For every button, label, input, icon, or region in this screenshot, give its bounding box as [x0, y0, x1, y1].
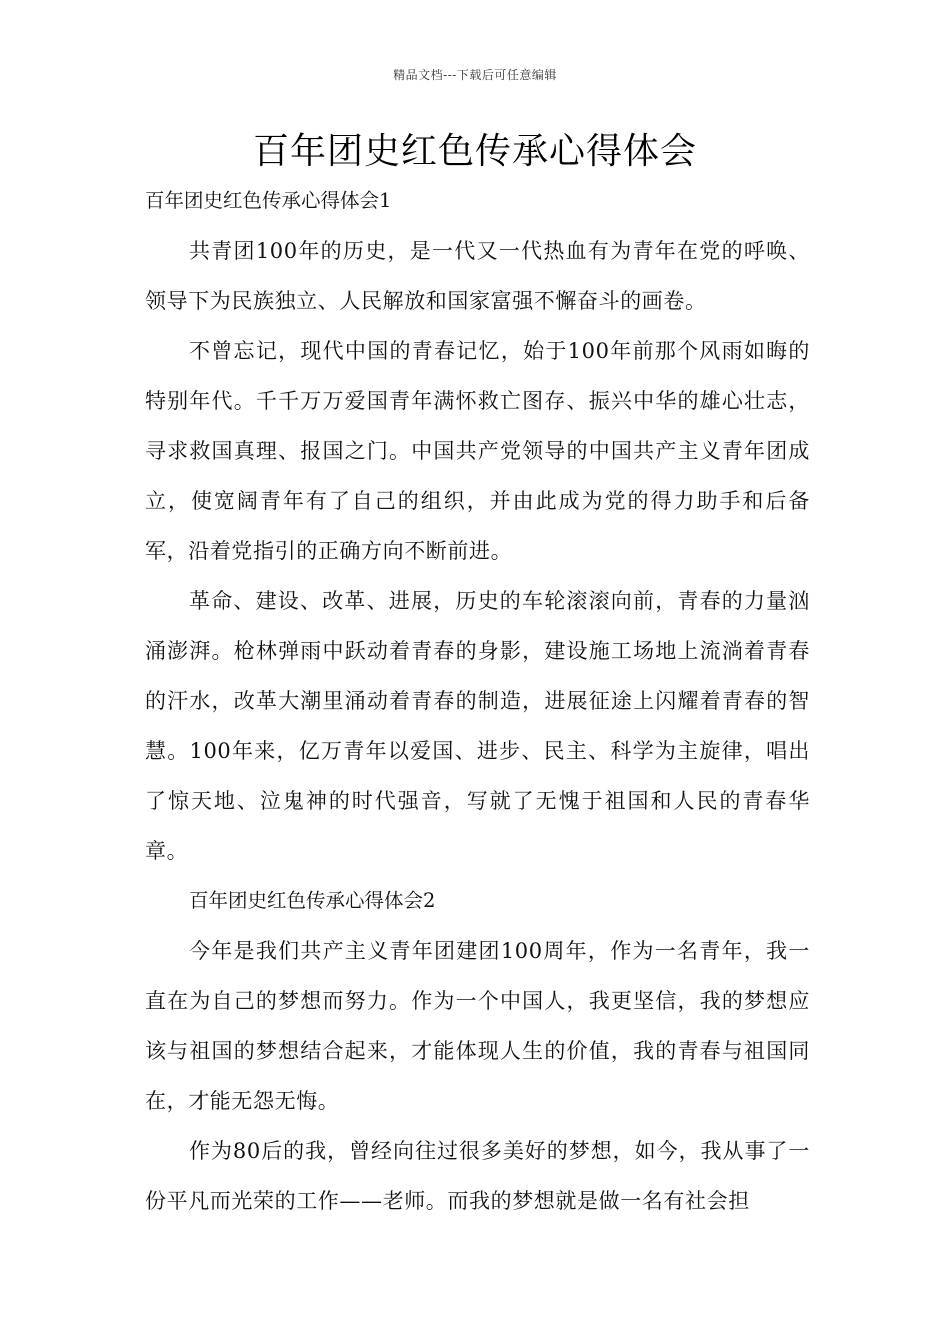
document-title: 百年团史红色传承心得体会	[252, 131, 697, 172]
header-note: 精品文档---下载后可任意编辑	[393, 68, 557, 82]
paragraph: 今年是我们共产主义青年团建团100周年，作为一名青年，我一直在为自己的梦想而努力。作为一个中国人，我更坚信，我的梦想应该与祖国的梦想结合起来，才能体现人生的价值，我的青春与祖国同在，才能无怨无悔。	[145, 939, 810, 1113]
document-body	[145, 176, 810, 1226]
section-heading-2: 百年团史红色传承心得体会2	[189, 889, 436, 912]
paragraph: 作为80后的我，曾经向往过很多美好的梦想，如今，我从事了一份平凡而光荣的工作——老师。而我的梦想就是做一名有社会担	[145, 1139, 810, 1213]
section-heading-1: 百年团史红色传承心得体会1	[145, 189, 392, 212]
paragraph: 共青团100年的历史，是一代又一代热血有为青年在党的呼唤、领导下为民族独立、人民解放和国家富强不懈奋斗的画卷。	[145, 239, 810, 313]
paragraph: 革命、建设、改革、进展，历史的车轮滚滚向前，青春的力量汹涌澎湃。枪林弹雨中跃动着青春的身影，建设施工场地上流淌着青春的汗水，改革大潮里涌动着青春的制造，进展征途上闪耀着青春的智慧。100年来，亿万青年以爱国、进步、民主、科学为主旋律，唱出了惊天地、泣鬼神的时代强音，写就了无愧于祖国和人民的青春华章。	[145, 589, 810, 863]
paragraph: 不曾忘记，现代中国的青春记忆，始于100年前那个风雨如晦的特别年代。千千万万爱国青年满怀救亡图存、振兴中华的雄心壮志，寻求救国真理、报国之门。中国共产党领导的中国共产主义青年团成立，使宽阔青年有了自己的组织，并由此成为党的得力助手和后备军，沿着党指引的正确方向不断前进。	[145, 339, 810, 563]
